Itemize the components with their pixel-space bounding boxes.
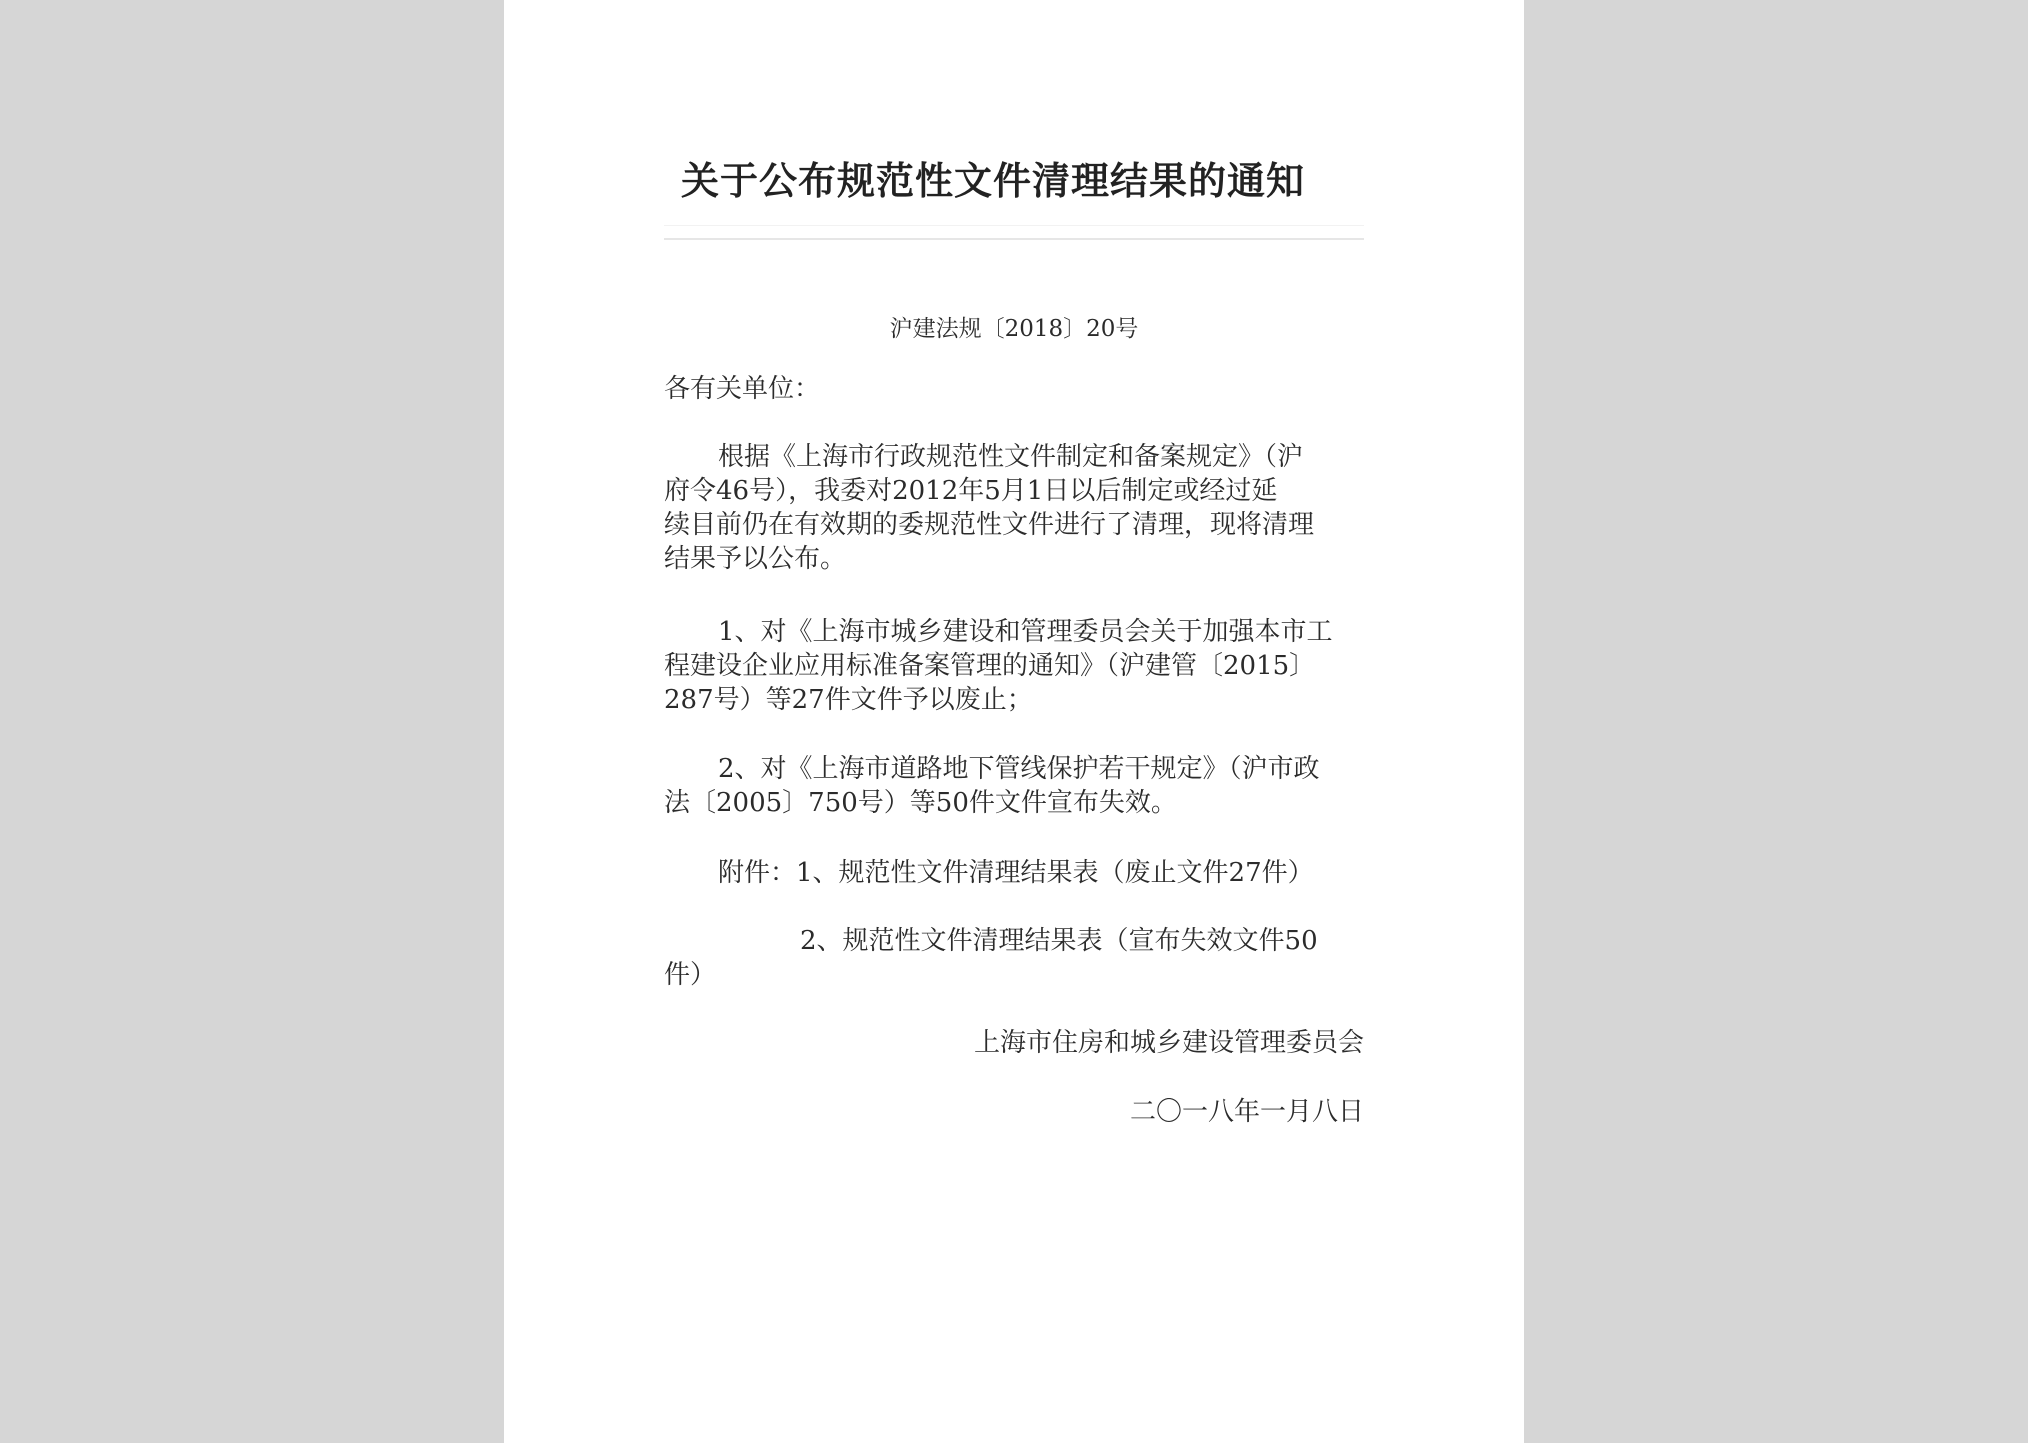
attachment-1-text: 附件：1、规范性文件清理结果表（废止文件27件） [718,858,1314,888]
title-divider-faint [664,225,1364,226]
attachment-1 [664,856,1364,890]
paragraph-item-1-line: 287号）等27件文件予以废止； [664,685,1033,715]
title-divider [664,238,1364,240]
attachment-2-line: 件） [664,960,717,990]
paragraph-basis-line: 结果予以公布。 [664,544,847,574]
attachment-2-line: 2、规范性文件清理结果表（宣布失效文件50 [800,926,1318,956]
paragraph-item-1-line: 程建设企业应用标准备案管理的通知》（沪建管〔2015〕 [664,651,1316,681]
paragraph-item-2-line: 2、对《上海市道路地下管线保护若干规定》（沪市政 [718,754,1320,784]
salutation [664,372,1364,406]
paragraph-basis-line: 续目前仍在有效期的委规范性文件进行了清理，现将清理 [664,510,1315,540]
paragraph-item-1-line: 1、对《上海市城乡建设和管理委员会关于加强本市工 [718,617,1333,647]
issue-date: 二〇一八年一月八日 [1129,1097,1364,1127]
document-page [504,0,1524,1443]
paragraph-item-2 [664,752,1364,820]
document-title: 关于公布规范性文件清理结果的通知 [681,158,1306,203]
document-number: 沪建法规〔2018〕20号 [889,316,1139,342]
issuer-signature: 上海市住房和城乡建设管理委员会 [973,1028,1364,1058]
paragraph-basis-line: 府令46号），我委对2012年5月1日以后制定或经过延 [664,476,1278,506]
paragraph-item-1 [664,615,1364,717]
paragraph-basis [664,440,1364,576]
paragraph-basis-line: 根据《上海市行政规范性文件制定和备案规定》（沪 [718,442,1304,472]
attachment-2 [664,924,1364,992]
paragraph-item-2-line: 法〔2005〕750号）等50件文件宣布失效。 [664,788,1177,818]
salutation-text: 各有关单位： [664,374,821,404]
